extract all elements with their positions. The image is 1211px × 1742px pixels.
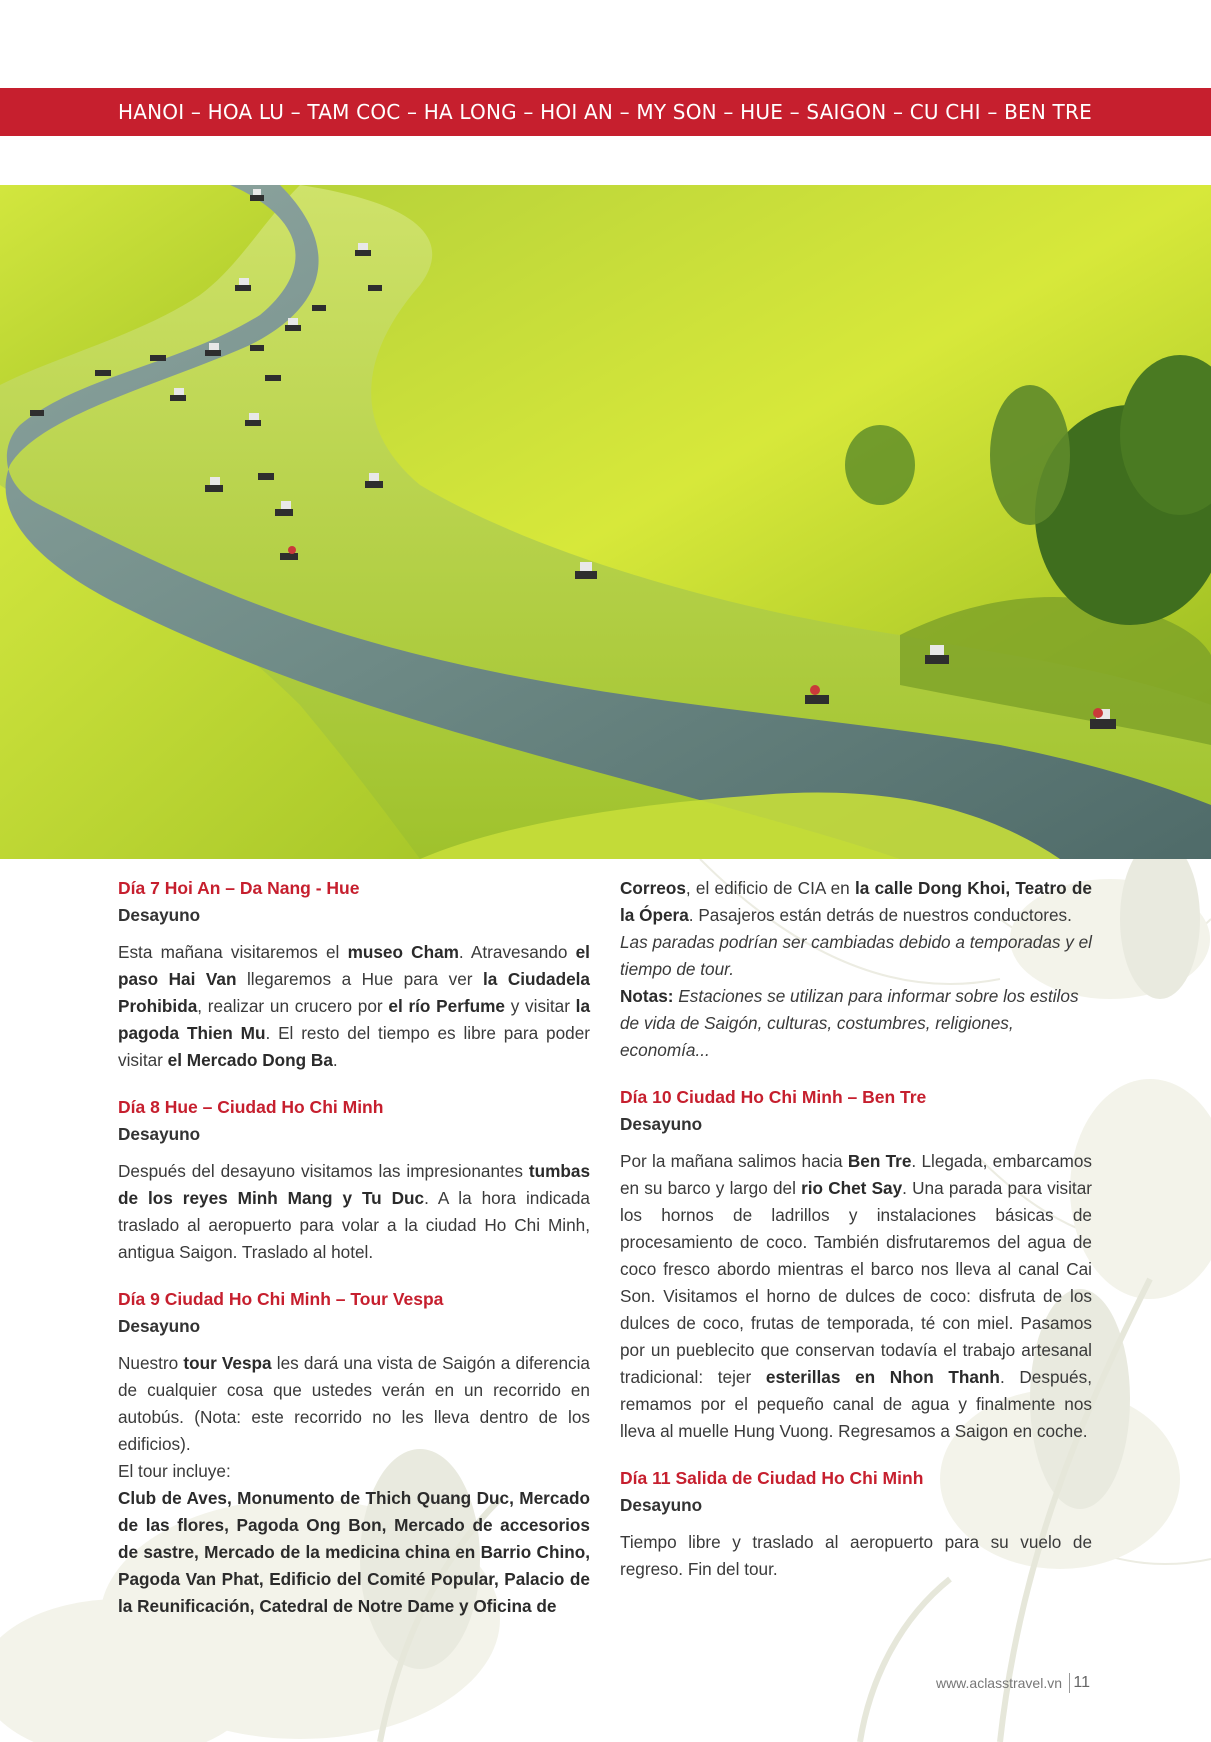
day-9-section [118, 1286, 590, 1620]
day-8-meal: Desayuno [118, 1124, 201, 1144]
day-11-meal: Desayuno [620, 1495, 703, 1515]
day-9-notes: Notas: Estaciones se utilizan para informar sobre los estilos de vida de Saigón, culturas, costumbres, religiones, economía... [620, 986, 1079, 1060]
day-9-title: Día 9 Ciudad Ho Chi Minh – Tour Vespa [118, 1289, 444, 1309]
day-7-title: Día 7 Hoi An – Da Nang - Hue [118, 878, 360, 898]
day-9-meal: Desayuno [118, 1316, 201, 1336]
day-9-includes-list: Club de Aves, Monumento de Thich Quang Duc, Mercado de las flores, Pagoda Ong Bon, Mercado de accesorios de sastre, Mercado de la medicina china en Barrio Chino, Pagoda Van Phat, Edificio del Comité Popular, Palacio de la Reunificación, Catedral de Notre Dame y Oficina de [118, 1488, 590, 1616]
day-9-text: Nuestro tour Vespa les dará una vista de Saigón a diferencia de cualquier cosa que ustedes verán en un recorrido en autobús. (Nota: este recorrido no les lleva dentro de los edificios). [118, 1353, 590, 1454]
day-11-text: Tiempo libre y traslado al aeropuerto para su vuelo de regreso. Fin del tour. [620, 1532, 1092, 1579]
day-10-title: Día 10 Ciudad Ho Chi Minh – Ben Tre [620, 1087, 927, 1107]
page-number: 11 [1073, 1674, 1090, 1691]
day-8-text: Después del desayuno visitamos las impresionantes tumbas de los reyes Minh Mang y Tu Duc. A la hora indicada traslado al aeropuerto para volar a la ciudad Ho Chi Minh, antigua Saigon. Traslado al hotel. [118, 1161, 590, 1262]
day-7-text: Esta mañana visitaremos el museo Cham. Atravesando el paso Hai Van llegaremos a Hue para ver la Ciudadela Prohibida, realizar un crucero por el río Perfume y visitar la pagoda Thien Mu. El resto del tiempo es libre para poder visitar el Mercado Dong Ba. [118, 942, 591, 1070]
page-footer [880, 1671, 1090, 1695]
day-8-title: Día 8 Hue – Ciudad Ho Chi Minh [118, 1097, 384, 1117]
day-9-includes-label: El tour incluye: [118, 1461, 231, 1481]
day-7-section [118, 875, 590, 1074]
day-9-stops-note: Las paradas podrían ser cambiadas debido a temporadas y el tiempo de tour. [620, 932, 1092, 979]
day-11-section [620, 1465, 1092, 1583]
landscape-photo [0, 185, 1211, 859]
day-9-continued [620, 875, 1092, 1064]
day-10-text: Por la mañana salimos hacia Ben Tre. Llegada, embarcamos en su barco y largo del rio Chet Say. Una parada para visitar los hornos de ladrillos y instalaciones básicas de procesamiento de coco. También disfrutaremos del agua de coco fresco abordo mientras el barco nos lleva al canal Cai Son. Visitamos el horno de dulces de coco: disfruta de los dulces de coco, frutas de temporada, té con miel. Pasamos por un pueblecito que conservan todavía el trabajo artesanal tradicional: tejer esterillas en Nhon Thanh. Después, remamos por el pequeño canal de agua y finalmente nos lleva al muelle Hung Vuong. Regresamos a Saigon en coche. [620, 1151, 1092, 1441]
day-10-meal: Desayuno [620, 1114, 703, 1134]
day-8-section [118, 1094, 590, 1266]
day-9-continued-text: Correos, el edificio de CIA en la calle Dong Khoi, Teatro de la Ópera. Pasajeros están detrás de nuestros conductores. [620, 878, 1092, 925]
right-column [620, 875, 1092, 1583]
footer-divider [1069, 1673, 1070, 1693]
day-7-meal: Desayuno [118, 905, 201, 925]
left-column [118, 875, 590, 1620]
day-10-section [620, 1084, 1092, 1445]
day-11-title: Día 11 Salida de Ciudad Ho Chi Minh [620, 1468, 924, 1488]
website-link[interactable]: www.aclasstravel.vn [935, 1675, 1062, 1691]
route-banner [0, 88, 1211, 136]
route-title: HANOI – HOA LU – TAM COC – HA LONG – HOI AN – MY SON – HUE – SAIGON – CU CHI – BEN TRE [118, 100, 1092, 124]
